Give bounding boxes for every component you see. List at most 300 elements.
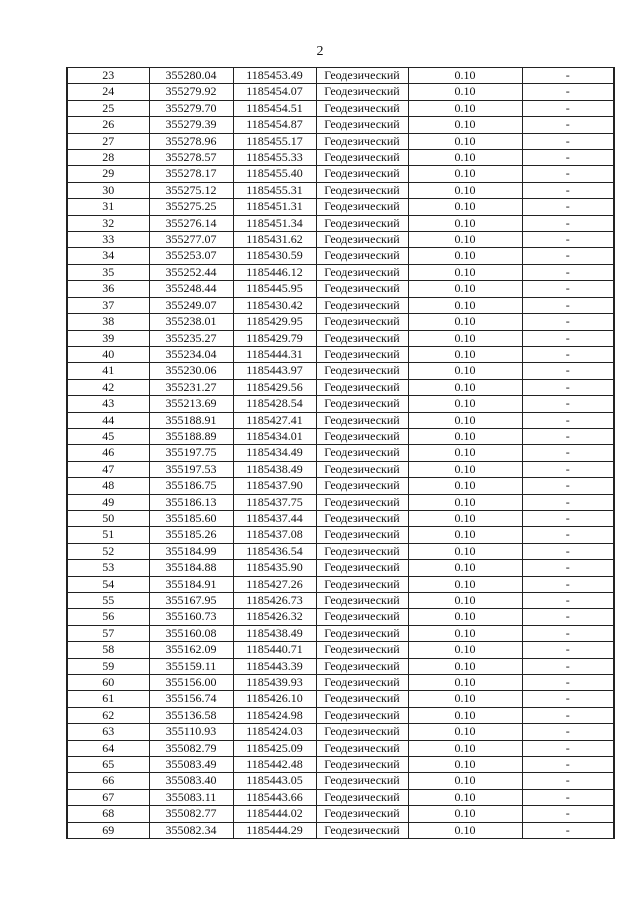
- point-number-cell: 27: [67, 133, 149, 149]
- description-cell: -: [522, 117, 614, 133]
- accuracy-cell: 0.10: [408, 675, 522, 691]
- description-cell: -: [522, 494, 614, 510]
- description-cell: -: [522, 543, 614, 559]
- x-coordinate-cell: 355213.69: [149, 396, 233, 412]
- x-coordinate-cell: 355162.09: [149, 642, 233, 658]
- method-cell: Геодезический: [316, 84, 408, 100]
- description-cell: -: [522, 428, 614, 444]
- accuracy-cell: 0.10: [408, 773, 522, 789]
- description-cell: -: [522, 150, 614, 166]
- table-row: [67, 412, 614, 428]
- accuracy-cell: 0.10: [408, 478, 522, 494]
- description-cell: -: [522, 182, 614, 198]
- y-coordinate-cell: 1185424.03: [233, 724, 316, 740]
- accuracy-cell: 0.10: [408, 757, 522, 773]
- y-coordinate-cell: 1185438.49: [233, 625, 316, 641]
- accuracy-cell: 0.10: [408, 609, 522, 625]
- point-number-cell: 68: [67, 806, 149, 822]
- description-cell: -: [522, 527, 614, 543]
- x-coordinate-cell: 355235.27: [149, 330, 233, 346]
- description-cell: -: [522, 560, 614, 576]
- x-coordinate-cell: 355188.91: [149, 412, 233, 428]
- y-coordinate-cell: 1185434.01: [233, 428, 316, 444]
- description-cell: -: [522, 675, 614, 691]
- x-coordinate-cell: 355275.25: [149, 199, 233, 215]
- point-number-cell: 62: [67, 707, 149, 723]
- point-number-cell: 38: [67, 314, 149, 330]
- x-coordinate-cell: 355156.74: [149, 691, 233, 707]
- table-row: [67, 248, 614, 264]
- method-cell: Геодезический: [316, 593, 408, 609]
- method-cell: Геодезический: [316, 314, 408, 330]
- y-coordinate-cell: 1185427.26: [233, 576, 316, 592]
- y-coordinate-cell: 1185455.17: [233, 133, 316, 149]
- x-coordinate-cell: 355156.00: [149, 675, 233, 691]
- method-cell: Геодезический: [316, 789, 408, 805]
- x-coordinate-cell: 355186.75: [149, 478, 233, 494]
- y-coordinate-cell: 1185431.62: [233, 232, 316, 248]
- x-coordinate-cell: 355159.11: [149, 658, 233, 674]
- description-cell: -: [522, 199, 614, 215]
- point-number-cell: 32: [67, 215, 149, 231]
- table-row: [67, 757, 614, 773]
- point-number-cell: 45: [67, 428, 149, 444]
- table-row: [67, 740, 614, 756]
- y-coordinate-cell: 1185426.10: [233, 691, 316, 707]
- y-coordinate-cell: 1185455.33: [233, 150, 316, 166]
- method-cell: Геодезический: [316, 363, 408, 379]
- point-number-cell: 63: [67, 724, 149, 740]
- method-cell: Геодезический: [316, 182, 408, 198]
- method-cell: Геодезический: [316, 248, 408, 264]
- method-cell: Геодезический: [316, 724, 408, 740]
- table-row: [67, 707, 614, 723]
- point-number-cell: 37: [67, 297, 149, 313]
- accuracy-cell: 0.10: [408, 330, 522, 346]
- point-number-cell: 41: [67, 363, 149, 379]
- point-number-cell: 23: [67, 68, 149, 84]
- method-cell: Геодезический: [316, 461, 408, 477]
- point-number-cell: 33: [67, 232, 149, 248]
- table-row: [67, 199, 614, 215]
- x-coordinate-cell: 355252.44: [149, 264, 233, 280]
- point-number-cell: 40: [67, 346, 149, 362]
- x-coordinate-cell: 355277.07: [149, 232, 233, 248]
- point-number-cell: 49: [67, 494, 149, 510]
- table-row: [67, 84, 614, 100]
- method-cell: Геодезический: [316, 822, 408, 838]
- method-cell: Геодезический: [316, 297, 408, 313]
- y-coordinate-cell: 1185444.02: [233, 806, 316, 822]
- point-number-cell: 60: [67, 675, 149, 691]
- method-cell: Геодезический: [316, 527, 408, 543]
- point-number-cell: 65: [67, 757, 149, 773]
- point-number-cell: 44: [67, 412, 149, 428]
- x-coordinate-cell: 355234.04: [149, 346, 233, 362]
- method-cell: Геодезический: [316, 576, 408, 592]
- accuracy-cell: 0.10: [408, 182, 522, 198]
- description-cell: -: [522, 740, 614, 756]
- method-cell: Геодезический: [316, 150, 408, 166]
- x-coordinate-cell: 355160.73: [149, 609, 233, 625]
- y-coordinate-cell: 1185426.32: [233, 609, 316, 625]
- y-coordinate-cell: 1185425.09: [233, 740, 316, 756]
- y-coordinate-cell: 1185438.49: [233, 461, 316, 477]
- point-number-cell: 36: [67, 281, 149, 297]
- accuracy-cell: 0.10: [408, 379, 522, 395]
- point-number-cell: 64: [67, 740, 149, 756]
- y-coordinate-cell: 1185442.48: [233, 757, 316, 773]
- accuracy-cell: 0.10: [408, 396, 522, 412]
- accuracy-cell: 0.10: [408, 724, 522, 740]
- method-cell: Геодезический: [316, 396, 408, 412]
- method-cell: Геодезический: [316, 773, 408, 789]
- description-cell: -: [522, 396, 614, 412]
- description-cell: -: [522, 297, 614, 313]
- description-cell: -: [522, 593, 614, 609]
- x-coordinate-cell: 355110.93: [149, 724, 233, 740]
- method-cell: Геодезический: [316, 510, 408, 526]
- point-number-cell: 47: [67, 461, 149, 477]
- table-row: [67, 478, 614, 494]
- accuracy-cell: 0.10: [408, 199, 522, 215]
- description-cell: -: [522, 445, 614, 461]
- description-cell: -: [522, 773, 614, 789]
- method-cell: Геодезический: [316, 494, 408, 510]
- method-cell: Геодезический: [316, 625, 408, 641]
- x-coordinate-cell: 355185.26: [149, 527, 233, 543]
- point-number-cell: 58: [67, 642, 149, 658]
- table-row: [67, 625, 614, 641]
- description-cell: -: [522, 281, 614, 297]
- accuracy-cell: 0.10: [408, 150, 522, 166]
- y-coordinate-cell: 1185455.31: [233, 182, 316, 198]
- y-coordinate-cell: 1185443.05: [233, 773, 316, 789]
- description-cell: -: [522, 264, 614, 280]
- y-coordinate-cell: 1185437.08: [233, 527, 316, 543]
- y-coordinate-cell: 1185430.59: [233, 248, 316, 264]
- y-coordinate-cell: 1185429.95: [233, 314, 316, 330]
- x-coordinate-cell: 355249.07: [149, 297, 233, 313]
- table-row: [67, 150, 614, 166]
- x-coordinate-cell: 355275.12: [149, 182, 233, 198]
- point-number-cell: 30: [67, 182, 149, 198]
- method-cell: Геодезический: [316, 281, 408, 297]
- table-row: [67, 396, 614, 412]
- x-coordinate-cell: 355082.34: [149, 822, 233, 838]
- table-row: [67, 346, 614, 362]
- description-cell: -: [522, 100, 614, 116]
- table-row: [67, 445, 614, 461]
- method-cell: Геодезический: [316, 330, 408, 346]
- description-cell: -: [522, 510, 614, 526]
- description-cell: -: [522, 166, 614, 182]
- x-coordinate-cell: 355231.27: [149, 379, 233, 395]
- table-row: [67, 593, 614, 609]
- coordinates-table: [66, 67, 615, 839]
- x-coordinate-cell: 355184.88: [149, 560, 233, 576]
- method-cell: Геодезический: [316, 428, 408, 444]
- accuracy-cell: 0.10: [408, 84, 522, 100]
- point-number-cell: 24: [67, 84, 149, 100]
- accuracy-cell: 0.10: [408, 527, 522, 543]
- y-coordinate-cell: 1185444.31: [233, 346, 316, 362]
- y-coordinate-cell: 1185454.51: [233, 100, 316, 116]
- y-coordinate-cell: 1185437.44: [233, 510, 316, 526]
- method-cell: Геодезический: [316, 658, 408, 674]
- x-coordinate-cell: 355136.58: [149, 707, 233, 723]
- table-row: [67, 182, 614, 198]
- y-coordinate-cell: 1185426.73: [233, 593, 316, 609]
- y-coordinate-cell: 1185444.29: [233, 822, 316, 838]
- table-row: [67, 642, 614, 658]
- accuracy-cell: 0.10: [408, 789, 522, 805]
- method-cell: Геодезический: [316, 740, 408, 756]
- y-coordinate-cell: 1185443.39: [233, 658, 316, 674]
- x-coordinate-cell: 355280.04: [149, 68, 233, 84]
- x-coordinate-cell: 355248.44: [149, 281, 233, 297]
- description-cell: -: [522, 68, 614, 84]
- table-row: [67, 773, 614, 789]
- table-row: [67, 330, 614, 346]
- table-body: [67, 68, 614, 839]
- x-coordinate-cell: 355238.01: [149, 314, 233, 330]
- y-coordinate-cell: 1185451.34: [233, 215, 316, 231]
- table-row: [67, 510, 614, 526]
- accuracy-cell: 0.10: [408, 593, 522, 609]
- x-coordinate-cell: 355184.91: [149, 576, 233, 592]
- y-coordinate-cell: 1185446.12: [233, 264, 316, 280]
- description-cell: -: [522, 346, 614, 362]
- x-coordinate-cell: 355276.14: [149, 215, 233, 231]
- x-coordinate-cell: 355197.53: [149, 461, 233, 477]
- point-number-cell: 56: [67, 609, 149, 625]
- accuracy-cell: 0.10: [408, 510, 522, 526]
- point-number-cell: 61: [67, 691, 149, 707]
- method-cell: Геодезический: [316, 100, 408, 116]
- method-cell: Геодезический: [316, 642, 408, 658]
- description-cell: -: [522, 658, 614, 674]
- y-coordinate-cell: 1185451.31: [233, 199, 316, 215]
- accuracy-cell: 0.10: [408, 117, 522, 133]
- description-cell: -: [522, 806, 614, 822]
- table-row: [67, 789, 614, 805]
- x-coordinate-cell: 355188.89: [149, 428, 233, 444]
- table-row: [67, 822, 614, 838]
- x-coordinate-cell: 355185.60: [149, 510, 233, 526]
- x-coordinate-cell: 355082.77: [149, 806, 233, 822]
- table-row: [67, 215, 614, 231]
- point-number-cell: 48: [67, 478, 149, 494]
- table-row: [67, 281, 614, 297]
- x-coordinate-cell: 355279.70: [149, 100, 233, 116]
- accuracy-cell: 0.10: [408, 658, 522, 674]
- accuracy-cell: 0.10: [408, 412, 522, 428]
- table-row: [67, 543, 614, 559]
- table-row: [67, 117, 614, 133]
- method-cell: Геодезический: [316, 675, 408, 691]
- point-number-cell: 26: [67, 117, 149, 133]
- accuracy-cell: 0.10: [408, 740, 522, 756]
- description-cell: -: [522, 576, 614, 592]
- x-coordinate-cell: 355279.39: [149, 117, 233, 133]
- accuracy-cell: 0.10: [408, 232, 522, 248]
- description-cell: -: [522, 215, 614, 231]
- accuracy-cell: 0.10: [408, 363, 522, 379]
- point-number-cell: 39: [67, 330, 149, 346]
- y-coordinate-cell: 1185429.79: [233, 330, 316, 346]
- y-coordinate-cell: 1185434.49: [233, 445, 316, 461]
- method-cell: Геодезический: [316, 445, 408, 461]
- description-cell: -: [522, 232, 614, 248]
- point-number-cell: 55: [67, 593, 149, 609]
- accuracy-cell: 0.10: [408, 428, 522, 444]
- description-cell: -: [522, 478, 614, 494]
- description-cell: -: [522, 379, 614, 395]
- point-number-cell: 29: [67, 166, 149, 182]
- method-cell: Геодезический: [316, 264, 408, 280]
- y-coordinate-cell: 1185435.90: [233, 560, 316, 576]
- description-cell: -: [522, 84, 614, 100]
- point-number-cell: 67: [67, 789, 149, 805]
- x-coordinate-cell: 355279.92: [149, 84, 233, 100]
- table-row: [67, 100, 614, 116]
- accuracy-cell: 0.10: [408, 445, 522, 461]
- description-cell: -: [522, 133, 614, 149]
- accuracy-cell: 0.10: [408, 248, 522, 264]
- method-cell: Геодезический: [316, 691, 408, 707]
- description-cell: -: [522, 724, 614, 740]
- page-number: 2: [316, 44, 324, 59]
- table-row: [67, 576, 614, 592]
- method-cell: Геодезический: [316, 560, 408, 576]
- method-cell: Геодезический: [316, 68, 408, 84]
- description-cell: -: [522, 461, 614, 477]
- accuracy-cell: 0.10: [408, 166, 522, 182]
- method-cell: Геодезический: [316, 757, 408, 773]
- description-cell: -: [522, 691, 614, 707]
- accuracy-cell: 0.10: [408, 68, 522, 84]
- accuracy-cell: 0.10: [408, 576, 522, 592]
- point-number-cell: 53: [67, 560, 149, 576]
- x-coordinate-cell: 355230.06: [149, 363, 233, 379]
- table-row: [67, 264, 614, 280]
- table-row: [67, 363, 614, 379]
- table-row: [67, 560, 614, 576]
- table-row: [67, 314, 614, 330]
- y-coordinate-cell: 1185453.49: [233, 68, 316, 84]
- x-coordinate-cell: 355083.49: [149, 757, 233, 773]
- y-coordinate-cell: 1185445.95: [233, 281, 316, 297]
- accuracy-cell: 0.10: [408, 281, 522, 297]
- table-row: [67, 724, 614, 740]
- x-coordinate-cell: 355083.40: [149, 773, 233, 789]
- y-coordinate-cell: 1185443.97: [233, 363, 316, 379]
- description-cell: -: [522, 642, 614, 658]
- table-row: [67, 68, 614, 84]
- x-coordinate-cell: 355253.07: [149, 248, 233, 264]
- y-coordinate-cell: 1185430.42: [233, 297, 316, 313]
- point-number-cell: 66: [67, 773, 149, 789]
- table-row: [67, 133, 614, 149]
- point-number-cell: 34: [67, 248, 149, 264]
- x-coordinate-cell: 355278.17: [149, 166, 233, 182]
- accuracy-cell: 0.10: [408, 691, 522, 707]
- table-row: [67, 166, 614, 182]
- table-row: [67, 527, 614, 543]
- method-cell: Геодезический: [316, 166, 408, 182]
- method-cell: Геодезический: [316, 609, 408, 625]
- accuracy-cell: 0.10: [408, 806, 522, 822]
- point-number-cell: 69: [67, 822, 149, 838]
- method-cell: Геодезический: [316, 806, 408, 822]
- table-row: [67, 609, 614, 625]
- y-coordinate-cell: 1185427.41: [233, 412, 316, 428]
- table-row: [67, 428, 614, 444]
- accuracy-cell: 0.10: [408, 560, 522, 576]
- method-cell: Геодезический: [316, 478, 408, 494]
- method-cell: Геодезический: [316, 232, 408, 248]
- y-coordinate-cell: 1185424.98: [233, 707, 316, 723]
- table-row: [67, 297, 614, 313]
- point-number-cell: 50: [67, 510, 149, 526]
- accuracy-cell: 0.10: [408, 133, 522, 149]
- description-cell: -: [522, 248, 614, 264]
- y-coordinate-cell: 1185454.07: [233, 84, 316, 100]
- point-number-cell: 54: [67, 576, 149, 592]
- y-coordinate-cell: 1185437.75: [233, 494, 316, 510]
- method-cell: Геодезический: [316, 117, 408, 133]
- accuracy-cell: 0.10: [408, 215, 522, 231]
- x-coordinate-cell: 355278.57: [149, 150, 233, 166]
- point-number-cell: 59: [67, 658, 149, 674]
- table-row: [67, 379, 614, 395]
- point-number-cell: 43: [67, 396, 149, 412]
- table-row: [67, 494, 614, 510]
- table-row: [67, 691, 614, 707]
- x-coordinate-cell: 355184.99: [149, 543, 233, 559]
- accuracy-cell: 0.10: [408, 625, 522, 641]
- accuracy-cell: 0.10: [408, 642, 522, 658]
- description-cell: -: [522, 789, 614, 805]
- table-row: [67, 658, 614, 674]
- method-cell: Геодезический: [316, 215, 408, 231]
- y-coordinate-cell: 1185429.56: [233, 379, 316, 395]
- y-coordinate-cell: 1185436.54: [233, 543, 316, 559]
- description-cell: -: [522, 330, 614, 346]
- accuracy-cell: 0.10: [408, 707, 522, 723]
- y-coordinate-cell: 1185455.40: [233, 166, 316, 182]
- method-cell: Геодезический: [316, 346, 408, 362]
- point-number-cell: 57: [67, 625, 149, 641]
- accuracy-cell: 0.10: [408, 461, 522, 477]
- point-number-cell: 51: [67, 527, 149, 543]
- y-coordinate-cell: 1185428.54: [233, 396, 316, 412]
- description-cell: -: [522, 609, 614, 625]
- table-row: [67, 232, 614, 248]
- x-coordinate-cell: 355160.08: [149, 625, 233, 641]
- accuracy-cell: 0.10: [408, 346, 522, 362]
- point-number-cell: 28: [67, 150, 149, 166]
- point-number-cell: 52: [67, 543, 149, 559]
- method-cell: Геодезический: [316, 199, 408, 215]
- x-coordinate-cell: 355197.75: [149, 445, 233, 461]
- method-cell: Геодезический: [316, 543, 408, 559]
- y-coordinate-cell: 1185440.71: [233, 642, 316, 658]
- accuracy-cell: 0.10: [408, 297, 522, 313]
- x-coordinate-cell: 355082.79: [149, 740, 233, 756]
- point-number-cell: 46: [67, 445, 149, 461]
